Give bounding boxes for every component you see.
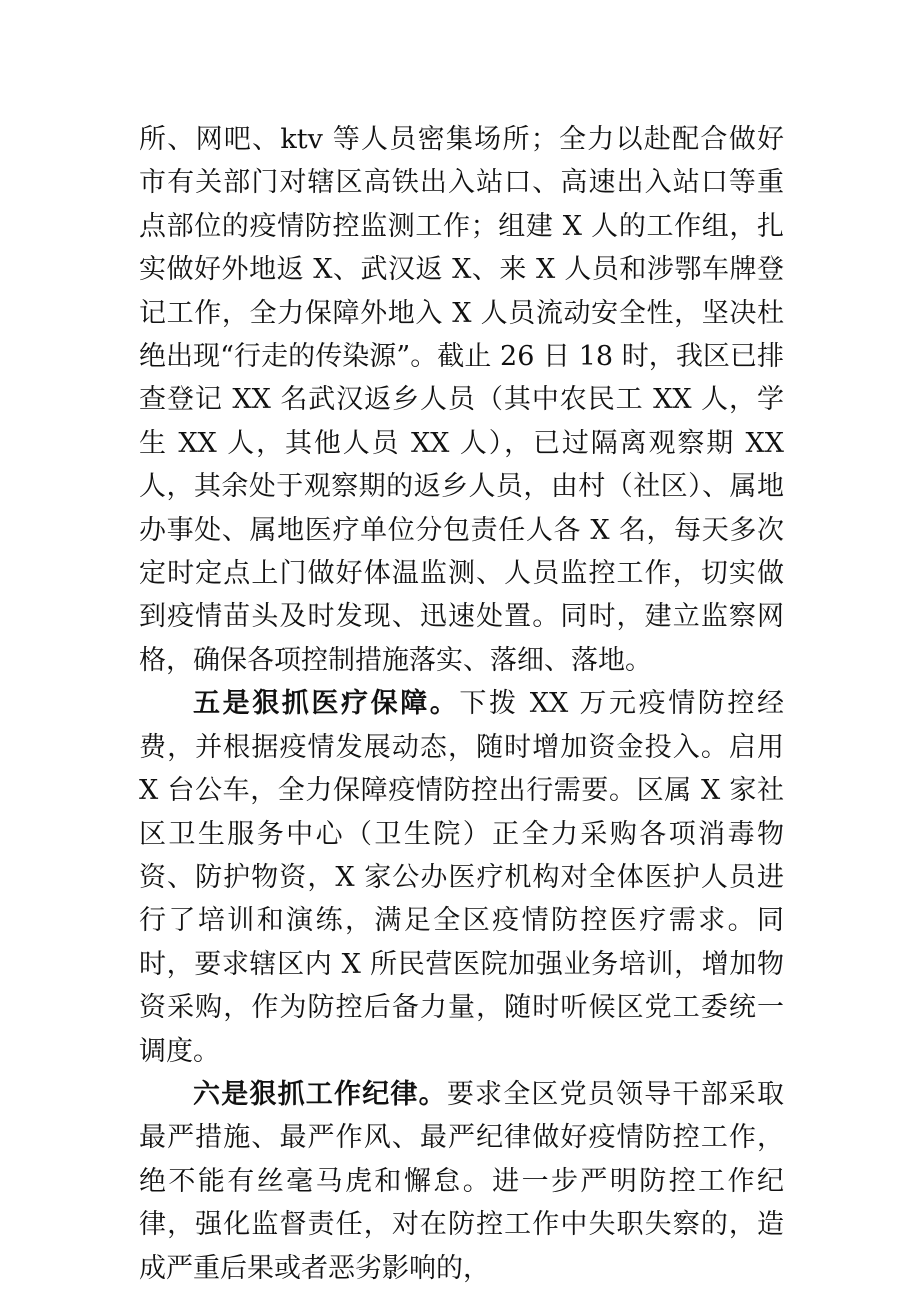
paragraph-text: 要求全区党员领导干部采取最严措施、最严作风、最严纪律做好疫情防控工作，绝不能有丝毫马虎和懈怠。进一步严明防控工作纪律，强化监督责任，对在防控工作中失职失察的，造成严重后果或者恶劣影响的， — [139, 1078, 785, 1284]
paragraph-medical-support — [139, 682, 784, 1073]
paragraph-text: 所、网吧、ktv 等人员密集场所；全力以赴配合做好市有关部门对辖区高铁出入站口、高速出入站口等重点部位的疫情防控监测工作；组建 X 人的工作组，扎实做好外地返 X、武汉返 X、来 X 人员和涉鄂车牌登记工作，全力保障外地入 X 人员流动安全性，坚决杜绝出现“行走的传染源”。截止 26 日 18 时，我区已排查登记 XX 名武汉返乡人员（其中农民工 XX 人，学生 XX 人，其他人员 XX 人），已过隔离观察期 XX 人，其余处于观察期的返乡人员，由村（社区）、属地办事处、属地医疗单位分包责任人各 X 名，每天多次定时定点上门做好体温监测、人员监控工作，切实做到疫情苗头及时发现、迅速处置。同时，建立监察网格，确保各项控制措施落实、落细、落地。 — [139, 124, 784, 676]
paragraph-work-discipline — [139, 1073, 784, 1290]
document-body — [139, 118, 784, 1290]
paragraph-text: 下拨 XX 万元疫情防控经费，并根据疫情发展动态，随时增加资金投入。启用 X 台公车，全力保障疫情防控出行需要。区属 X 家社区卫生服务中心（卫生院）正全力采购各项消毒物资、防护物资，X 家公办医疗机构对全体医护人员进行了培训和演练，满足全区疫情防控医疗需求。同时，要求辖区内 X 所民营医院加强业务培训，增加物资采购，作为防控后备力量，随时听候区党工委统一调度。 — [139, 688, 785, 1067]
paragraph-lead-heading: 六是狠抓工作纪律。 — [193, 1078, 447, 1110]
paragraph-lead-heading: 五是狠抓医疗保障。 — [193, 688, 460, 720]
paragraph-continuation — [139, 118, 784, 682]
